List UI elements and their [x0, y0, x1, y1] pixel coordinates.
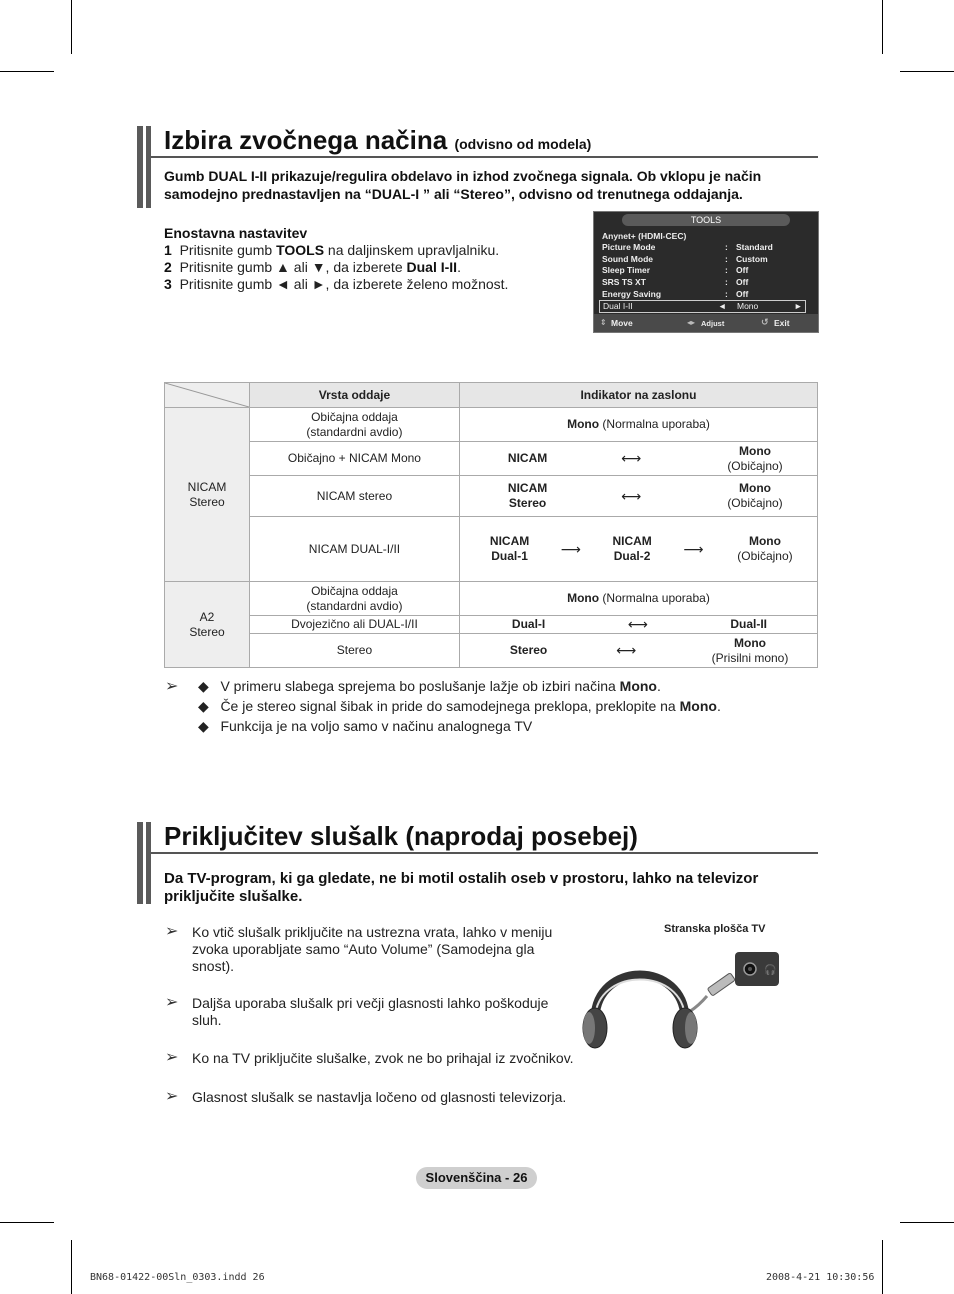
note: Ko na TV priključite slušalke, zvok ne bo prihajal iz zvočnikov. — [192, 1050, 574, 1066]
group-a2-stereo: A2 Stereo — [165, 582, 250, 668]
note-arrow-icon: ➢ — [165, 1049, 179, 1066]
note-arrow-icon: ➢ — [165, 994, 179, 1011]
step: 1 Pritisnite gumb TOOLS na daljinskem upravljalniku. — [164, 242, 500, 258]
page-number-badge: Slovenščina - 26 — [416, 1167, 537, 1189]
table-cell: NICAM Dual-1 ⟶ NICAM Dual-2 ⟶ Mono (Običajno) — [459, 517, 817, 582]
crop-mark — [0, 1222, 54, 1223]
table-cell: Običajno + NICAM Mono — [250, 442, 460, 476]
crop-mark — [0, 71, 54, 72]
menu-row-selected[interactable]: Dual I-II ◄ Mono ► — [599, 300, 806, 313]
adjust-icon: ◂▸ — [687, 318, 696, 327]
crop-mark — [900, 1222, 954, 1223]
list-item: ◆ Funkcija je na voljo samo v načinu analognega TV — [198, 718, 533, 734]
diagonal-line — [165, 383, 249, 407]
section-marker — [137, 822, 143, 904]
note: Ko vtič slušalk priključite na ustrezna vrata, lahko v meniju zvoka uporabljate samo “Auto Volume” (Samodejna gla snost). — [192, 924, 553, 974]
list-item: ◆ Če je stereo signal šibak in pride do samodejnega preklopa, preklopite na Mono. — [198, 698, 721, 714]
section-marker — [146, 822, 151, 904]
menu-row[interactable]: Sound Mode : Custom — [602, 254, 768, 264]
table-cell: Mono (Normalna uporaba) — [459, 582, 817, 616]
table-cell: NICAM ⟷ Mono (Običajno) — [459, 442, 817, 476]
menu-row[interactable]: Sleep Timer : Off — [602, 265, 749, 275]
list-item: ◆ V primeru slabega sprejema bo poslušanje lažje ob izbiri načina Mono. — [198, 678, 661, 694]
menu-row[interactable]: Energy Saving : Off — [602, 289, 749, 299]
table-cell: Običajna oddaja (standardni avdio) — [250, 408, 460, 442]
section-rule — [151, 156, 818, 158]
table-cell: Dvojezično ali DUAL-I/II — [250, 616, 460, 634]
tools-menu-title: TOOLS — [622, 214, 790, 226]
bidirectional-arrow-icon: ⟷ — [621, 487, 642, 504]
headphones-illustration — [575, 940, 785, 1050]
crop-mark — [71, 0, 72, 54]
header-broadcast: Vrsta oddaje — [250, 383, 460, 408]
step: 3 Pritisnite gumb ◄ ali ►, da izberete želeno možnost. — [164, 276, 509, 292]
menu-row[interactable]: SRS TS XT : Off — [602, 277, 749, 287]
section-title-text: Izbira zvočnega načina — [164, 125, 448, 155]
table-cell: NICAM DUAL-I/II — [250, 517, 460, 582]
note: Glasnost slušalk se nastavlja ločeno od glasnosti televizorja. — [192, 1089, 567, 1105]
bidirectional-arrow-icon: ⟷ — [627, 616, 648, 632]
svg-text:🎧: 🎧 — [764, 965, 777, 976]
section-title-suffix: (odvisno od modela) — [454, 136, 592, 152]
table-cell: Stereo ⟷ Mono (Prisilni mono) — [459, 634, 817, 668]
bidirectional-arrow-icon: ⟷ — [621, 450, 642, 466]
return-icon: ↺ — [761, 317, 769, 327]
step: 2 Pritisnite gumb ▲ ali ▼, da izberete Dual I-II. — [164, 259, 461, 275]
bidirectional-arrow-icon: ⟷ — [616, 642, 637, 658]
figure-caption: Stranska plošča TV — [664, 923, 766, 935]
arrow-right-icon: ⟶ — [683, 540, 704, 557]
table-corner — [165, 383, 250, 408]
arrow-left-icon[interactable]: ◄ — [718, 301, 727, 311]
table-cell: NICAM Stereo ⟷ Mono (Običajno) — [459, 476, 817, 517]
crop-mark — [71, 1240, 72, 1294]
section-rule — [151, 852, 818, 854]
section-intro: Da TV-program, ki ga gledate, ne bi motil ostalih oseb v prostoru, lahko na televizor priključite slušalke. — [164, 870, 759, 905]
imprint-file: BN68-01422-00Sln_0303.indd 26 — [90, 1272, 265, 1283]
menu-row[interactable]: Anynet+ (HDMI-CEC) — [602, 231, 687, 241]
menu-row[interactable]: Picture Mode : Standard — [602, 242, 773, 252]
group-nicam-stereo: NICAM Stereo — [165, 408, 250, 582]
arrow-right-icon: ⟶ — [560, 540, 581, 557]
table-cell: Dual-I ⟷ Dual-II — [459, 616, 817, 634]
note-arrow-icon: ➢ — [165, 678, 179, 695]
note-arrow-icon: ➢ — [165, 923, 179, 940]
imprint-date: 2008-4-21 10:30:56 — [766, 1272, 875, 1283]
section-marker — [146, 126, 151, 208]
setup-heading: Enostavna nastavitev — [164, 225, 308, 241]
menu-footer: ⇕ Move ◂▸ Adjust ↺ Exit — [594, 314, 818, 332]
tools-menu — [593, 211, 819, 333]
crop-mark — [882, 1240, 883, 1294]
table-cell: Običajna oddaja (standardni avdio) — [250, 582, 460, 616]
note: Daljša uporaba slušalk pri večji glasnosti lahko poškoduje sluh. — [192, 995, 549, 1028]
section-title — [164, 125, 591, 156]
note-arrow-icon: ➢ — [165, 1088, 179, 1105]
table-cell: NICAM stereo — [250, 476, 460, 517]
header-indicator: Indikator na zaslonu — [459, 383, 817, 408]
arrow-right-icon[interactable]: ► — [794, 301, 803, 311]
section-marker — [137, 126, 143, 208]
table-cell: Mono (Normalna uporaba) — [459, 408, 817, 442]
crop-mark — [882, 0, 883, 54]
crop-mark — [900, 71, 954, 72]
setup-steps — [164, 225, 584, 293]
move-icon: ⇕ — [600, 318, 607, 327]
section-intro: Gumb DUAL I-II prikazuje/regulira obdelavo in izhod zvočnega signala. Ob vklopu je način samodejno prednastavljen na “DUAL-I ” ali “Stereo”, odvisno od trenutnega oddajanja. — [164, 168, 762, 202]
table-notes — [198, 676, 798, 736]
table-cell: Stereo — [250, 634, 460, 668]
section-title: Priključitev slušalk (naprodaj posebej) — [164, 821, 638, 851]
sound-mode-table — [164, 382, 818, 668]
